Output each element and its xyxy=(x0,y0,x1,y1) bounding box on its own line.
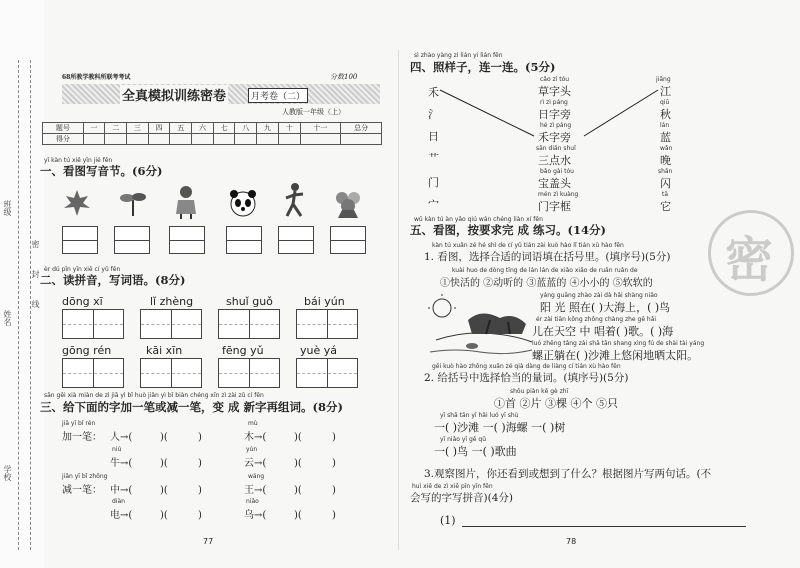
q3-item: 中→( xyxy=(110,485,133,496)
subtract-stroke-label: 减一笔： xyxy=(62,485,102,496)
score-input[interactable] xyxy=(127,134,149,145)
q3-sub-pinyin: jiǎn yī bǐ zhōng xyxy=(62,473,108,480)
runner-icon xyxy=(283,182,307,220)
radical-left[interactable]: 宀 xyxy=(428,198,439,211)
q1-answer-box[interactable] xyxy=(330,226,366,254)
radical-name-pinyin: rì zì páng xyxy=(540,99,568,106)
measure-row2[interactable]: 一( )鸟 一( )歌曲 xyxy=(434,445,517,458)
score-cell: 四 xyxy=(148,123,170,134)
q3-sub-pinyin: wáng xyxy=(248,473,265,480)
q1-answer-box[interactable] xyxy=(62,226,98,254)
score-input[interactable] xyxy=(148,134,170,145)
measure-row1[interactable]: 一( )沙滩 一( )海螺 一( )树 xyxy=(434,421,566,434)
q3-blank[interactable]: )( xyxy=(140,485,168,496)
score-input[interactable] xyxy=(341,134,382,145)
score-table xyxy=(42,122,382,145)
writing-grid[interactable] xyxy=(140,358,202,388)
seal-char-1: 密 xyxy=(31,240,40,248)
q5-line3-pinyin: luó zhēng tǎng zài shā tān shang xìng fú de shài tài yáng xyxy=(532,340,705,347)
char-pinyin: wǎn xyxy=(660,145,673,152)
q1-title: 一、看图写音节。(6分) xyxy=(40,164,163,178)
q3-add-pinyin: mù xyxy=(248,420,258,427)
name-label: 姓名 xyxy=(3,310,12,326)
char-pinyin: jiāng xyxy=(656,76,671,83)
q5-line3[interactable]: 螺正躺在( )沙滩上悠闲地晒太阳。 xyxy=(532,349,699,362)
score-header-row xyxy=(43,123,382,134)
main-title: 全真模拟训练密卷 xyxy=(120,85,228,104)
q1-answer-box[interactable] xyxy=(114,226,150,254)
q3-blank[interactable]: ) xyxy=(178,458,202,469)
school-label: 学校 xyxy=(3,465,12,481)
q3-blank[interactable]: )( xyxy=(274,432,302,443)
q3-add-pinyin: yún xyxy=(246,446,258,453)
q3-add-pinyin: jiā yī bǐ rén xyxy=(62,420,96,427)
q5-options-pinyin: kuài huo de dòng tīng de lán lán de xiǎo xiǎo de ruǎn ruǎn de xyxy=(452,267,638,274)
pinyin-word: dōng xī xyxy=(62,295,103,308)
char-right[interactable]: 闪 xyxy=(660,177,671,190)
q1-answer-box[interactable] xyxy=(169,226,205,254)
pinyin-word: fēng yǔ xyxy=(222,344,264,357)
radical-name[interactable]: 三点水 xyxy=(538,154,571,167)
q1-answer-box[interactable] xyxy=(226,226,262,254)
score-cell: 十 xyxy=(278,123,300,134)
page-divider xyxy=(398,50,399,550)
writing-grid[interactable] xyxy=(296,309,358,339)
q1-answer-box[interactable] xyxy=(278,226,314,254)
q3-sub-pinyin: diàn xyxy=(112,498,125,505)
writing-grid[interactable] xyxy=(218,309,280,339)
q5-3b-text: 会写的字写拼音)(4分) xyxy=(410,492,513,504)
q3-title: 三、给下面的字加一笔或减一笔，变 成 新字再组词。(8分) xyxy=(40,400,343,414)
pinyin-word: bái yún xyxy=(304,295,345,308)
q5-line2[interactable]: 儿在天空 中 唱着( )歌。( )海 xyxy=(532,325,674,338)
char-pinyin: shǎn xyxy=(658,168,673,175)
seal-stamp-char: 密 xyxy=(725,232,774,288)
q3-blank[interactable]: )( xyxy=(140,510,168,521)
radical-name[interactable]: 禾字旁 xyxy=(538,131,571,144)
q3-item: 木→( xyxy=(244,432,267,443)
q5-1-pinyin: kàn tú xuǎn zé hé shì de cí yǔ tián zài kuò hào lǐ tián xù hào fēn xyxy=(432,242,624,249)
q5-3b-pinyin: huì xiě de zì xiě pīn yīn fēn xyxy=(412,483,493,490)
q3-blank[interactable]: ) xyxy=(312,458,336,469)
measure-options-pinyin: shǒu piàn kē gè zhī xyxy=(510,388,569,395)
seal-char-2: 封 xyxy=(31,270,40,278)
subtitle: 月考卷（二） xyxy=(248,88,308,103)
score-input[interactable] xyxy=(192,134,214,145)
add-stroke-label: 加一笔： xyxy=(62,432,102,443)
answer-line[interactable] xyxy=(462,526,746,527)
radical-name-pinyin: sān diǎn shuǐ xyxy=(536,145,576,152)
writing-grid[interactable] xyxy=(296,358,358,388)
beach-illustration xyxy=(426,294,534,360)
q3-blank[interactable]: ) xyxy=(178,485,202,496)
radical-name-pinyin: cǎo zì tóu xyxy=(540,76,570,83)
score-cell: 九 xyxy=(257,123,279,134)
connection-lines xyxy=(400,80,700,150)
q3-pinyin: sān gěi xià miàn de zì jiā yì bǐ huò jiǎn yì bǐ biàn chéng xīn zì zài zǔ cí fēn xyxy=(44,392,264,399)
pinyin-word: lǐ zhèng xyxy=(150,295,194,308)
score-cell: 一 xyxy=(83,123,105,134)
q3-item: 牛→( xyxy=(110,458,133,469)
q3-blank[interactable]: ) xyxy=(178,510,202,521)
answer-line-prefix: (1) xyxy=(440,514,456,527)
girl-icon xyxy=(172,184,200,220)
radical-name-pinyin: hé zì páng xyxy=(540,122,572,129)
q3-item: 乌→( xyxy=(244,510,267,521)
pinyin-word: shuǐ guǒ xyxy=(226,295,273,308)
q4-pinyin: sì zhào yàng zi lián yi lián fēn xyxy=(414,52,503,59)
writing-grid[interactable] xyxy=(218,358,280,388)
q3-blank[interactable]: ) xyxy=(312,510,336,521)
char-pinyin: qiū xyxy=(660,99,670,106)
radical-name[interactable]: 门字框 xyxy=(538,200,571,213)
q2-pinyin: èr dú pīn yīn xiě cí yǔ fēn xyxy=(44,266,121,273)
q5-3-text: 3.观察图片，你还看到或想到了什么？根据图片写两句话。(不 xyxy=(424,468,712,480)
radical-left[interactable]: 日 xyxy=(428,130,439,143)
writing-grid[interactable] xyxy=(62,358,124,388)
char-right[interactable]: 它 xyxy=(660,200,671,213)
writing-grid[interactable] xyxy=(62,309,124,339)
q5-2-pinyin: gěi kuò hào zhōng xuǎn zé qià dàng de liàng cí tián xù hào fēn xyxy=(432,363,621,370)
char-right[interactable]: 晚 xyxy=(660,154,671,167)
score-cell: 十一 xyxy=(300,123,341,134)
radical-name[interactable]: 宝盖头 xyxy=(538,177,571,190)
page-number-left: 77 xyxy=(203,537,214,546)
pinyin-word: yuè yá xyxy=(300,344,337,357)
score-cell: 五 xyxy=(170,123,192,134)
binding-margin xyxy=(0,0,44,568)
score-text: 分数100 xyxy=(330,73,358,81)
radical-name-pinyin: bǎo gài tóu xyxy=(540,168,574,175)
score-cell: 六 xyxy=(192,123,214,134)
q5-line2-pinyin: ér zài tiān kōng zhōng chàng zhe gē hǎi xyxy=(536,316,657,323)
q3-blank[interactable]: )( xyxy=(274,510,302,521)
char-right[interactable]: 蓝 xyxy=(660,131,671,144)
radical-name[interactable]: 草字头 xyxy=(538,85,571,98)
radical-name[interactable]: 日字旁 xyxy=(538,108,571,121)
score-cell: 三 xyxy=(127,123,149,134)
score-value-row xyxy=(43,134,382,145)
seal-char-3: 线 xyxy=(31,300,40,308)
writing-grid[interactable] xyxy=(140,309,202,339)
char-pinyin: lán xyxy=(660,122,670,129)
q5-1-text: 1. 看图，选择合适的词语填在括号里。(填序号)(5分) xyxy=(424,251,671,263)
q3-sub-pinyin: niǎo xyxy=(246,498,259,505)
q5-line1-pinyin: yáng guāng zhào zài dà hǎi shàng niǎo xyxy=(540,292,658,299)
q5-pinyin: wǔ kàn tú àn yāo qiú wán chéng liàn xí fēn xyxy=(414,216,543,223)
q2-title: 二、读拼音，写词语。(8分) xyxy=(40,273,186,287)
q3-blank[interactable]: )( xyxy=(274,485,302,496)
score-input[interactable] xyxy=(278,134,300,145)
radical-left[interactable]: 艹 xyxy=(428,152,439,165)
q4-title: 四、照样子，连一连。(5分) xyxy=(410,60,556,74)
measure-row1-pinyin: yī shā tān yī hǎi luó yī shù xyxy=(440,412,519,419)
radical-left[interactable]: 氵 xyxy=(428,108,439,121)
radical-left[interactable]: 门 xyxy=(428,176,439,189)
score-input[interactable] xyxy=(83,134,105,145)
score-cell: 七 xyxy=(213,123,235,134)
sprout-icon xyxy=(118,188,148,218)
cut-line xyxy=(18,60,19,550)
measure-options: ①首 ②片 ③棵 ④个 ⑤只 xyxy=(494,397,618,410)
score-cell: 总分 xyxy=(341,123,382,134)
q3-blank[interactable]: )( xyxy=(274,458,302,469)
q3-blank[interactable]: ) xyxy=(312,432,336,443)
q1-pinyin: yī kàn tú xiě yīn jié fēn xyxy=(44,157,113,164)
maple-leaf-icon xyxy=(62,188,92,218)
seal-stamp xyxy=(708,210,794,296)
score-cell: 二 xyxy=(105,123,127,134)
score-input[interactable] xyxy=(213,134,235,145)
pinyin-word: kāi xīn xyxy=(146,344,183,357)
score-row-label: 得分 xyxy=(43,134,84,145)
q3-item: 王→( xyxy=(244,485,267,496)
q5-title: 五、看图，按要求完 成 练习。(14分) xyxy=(410,223,606,237)
measure-row2-pinyin: yī niǎo yī gē qǔ xyxy=(440,436,486,443)
q5-2-text: 2. 给括号中选择恰当的量词。(填序号)(5分) xyxy=(424,372,629,384)
radical-name-pinyin: mén zì kuàng xyxy=(538,191,579,198)
flower-bouquet-icon xyxy=(332,188,364,220)
score-input[interactable] xyxy=(300,134,341,145)
char-right[interactable]: 江 xyxy=(660,85,671,98)
q3-blank[interactable]: )( xyxy=(140,432,168,443)
edition: 人教版一年级（上） xyxy=(282,108,345,116)
q3-blank[interactable]: ) xyxy=(178,432,202,443)
q3-blank[interactable]: ) xyxy=(312,485,336,496)
q5-options: ①快活的 ②动听的 ③蓝蓝的 ④小小的 ⑤软软的 xyxy=(440,278,653,289)
page-number-right: 78 xyxy=(566,537,577,546)
score-input[interactable] xyxy=(257,134,279,145)
q3-add-pinyin: niú xyxy=(112,446,122,453)
char-right[interactable]: 秋 xyxy=(660,108,671,121)
char-pinyin: tā xyxy=(662,191,669,198)
score-input[interactable] xyxy=(105,134,127,145)
q3-item: 云→( xyxy=(244,458,267,469)
pinyin-word: gōng rén xyxy=(62,344,112,357)
panda-icon xyxy=(228,188,258,220)
q3-item: 电→( xyxy=(110,510,133,521)
q5-line1[interactable]: 阳 光 照在( )大海上，( )鸟 xyxy=(540,301,671,314)
radical-left[interactable]: 禾 xyxy=(428,86,439,99)
class-label: 班级 xyxy=(3,200,12,216)
small-title: 68所教学教科所联考考试 xyxy=(62,74,131,81)
score-cell: 八 xyxy=(235,123,257,134)
q3-item: 人→( xyxy=(110,432,133,443)
q3-blank[interactable]: )( xyxy=(140,458,168,469)
score-cell: 题号 xyxy=(43,123,84,134)
score-input[interactable] xyxy=(170,134,192,145)
score-input[interactable] xyxy=(235,134,257,145)
